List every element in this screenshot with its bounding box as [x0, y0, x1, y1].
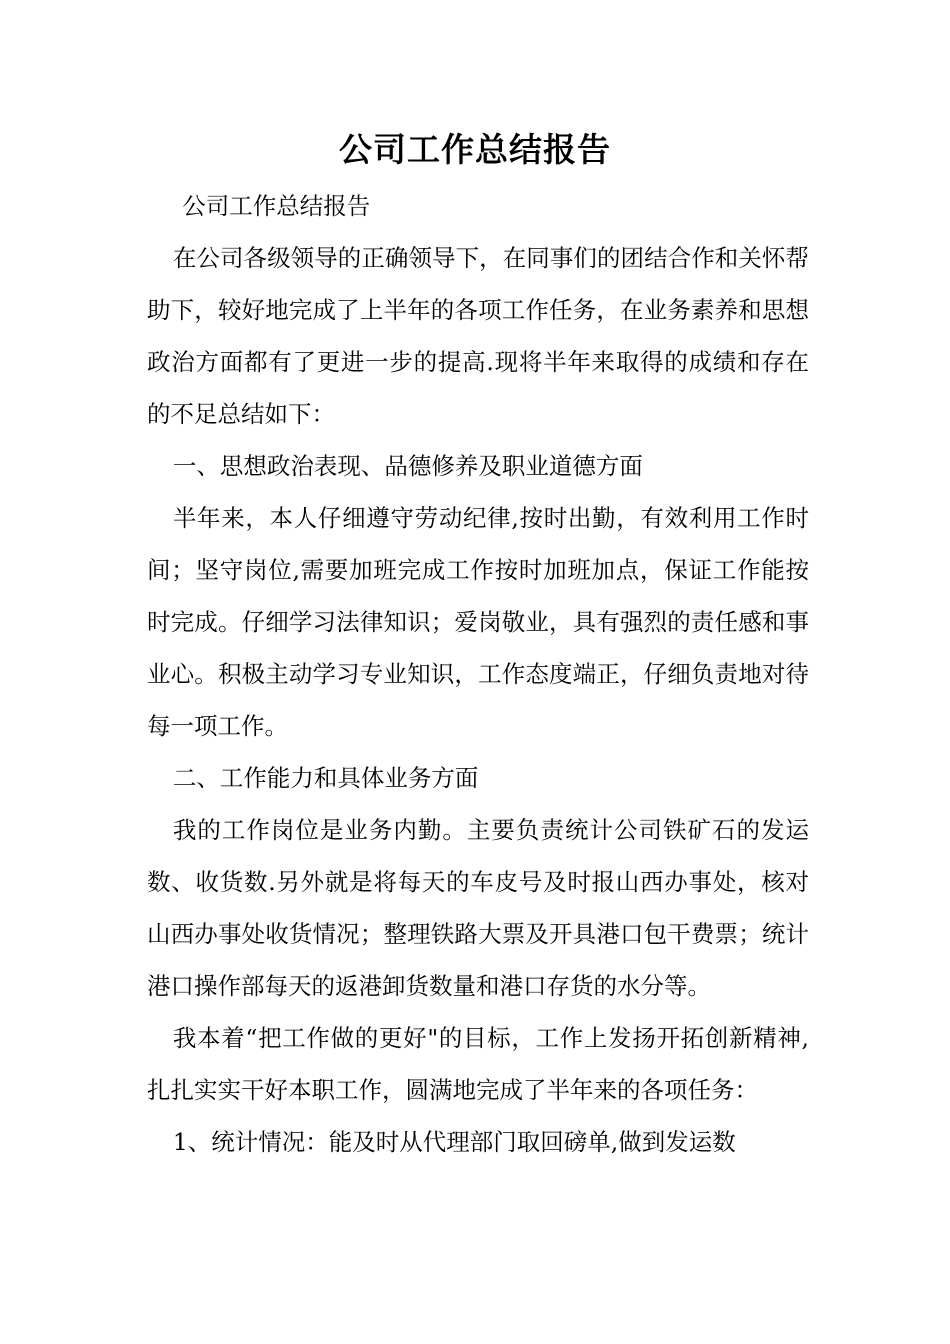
paragraph-goal: 我本着“把工作做的更好"的目标，工作上发扬开拓创新精神,扎扎实实干好本职工作，圆满地完成了半年来的各项任务： — [147, 1024, 809, 1104]
paragraph-section-1: 半年来，本人仔细遵守劳动纪律,按时出勤，有效利用工作时间；坚守岗位,需要加班完成工作按时加班加点，保证工作能按时完成。仔细学习法律知识；爱岗敬业，具有强烈的责任感和事业心。积极主动学习专业知识，工作态度端正，仔细负责地对待每一项工作。 — [147, 504, 809, 740]
document-body — [147, 180, 809, 1168]
paragraph-section-2: 我的工作岗位是业务内勤。主要负责统计公司铁矿石的发运数、收货数.另外就是将每天的车皮号及时报山西办事处，核对山西办事处收货情况；整理铁路大票及开具港口包干费票；统计港口操作部每天的返港卸货数量和港口存货的水分等。 — [147, 816, 809, 1000]
section-heading-1: 一、思想政治表现、品德修养及职业道德方面 — [172, 452, 643, 480]
list-item-1: 1、统计情况：能及时从代理部门取回磅单,做到发运数 — [172, 1128, 736, 1156]
document-title: 公司工作总结报告 — [339, 130, 611, 169]
paragraph-intro: 在公司各级领导的正确领导下，在同事们的团结合作和关怀帮助下，较好地完成了上半年的各项工作任务，在业务素养和思想政治方面都有了更进一步的提高.现将半年来取得的成绩和存在的不足总结如下： — [147, 244, 809, 428]
document-subtitle: 公司工作总结报告 — [182, 192, 371, 220]
section-heading-2: 二、工作能力和具体业务方面 — [172, 764, 479, 792]
